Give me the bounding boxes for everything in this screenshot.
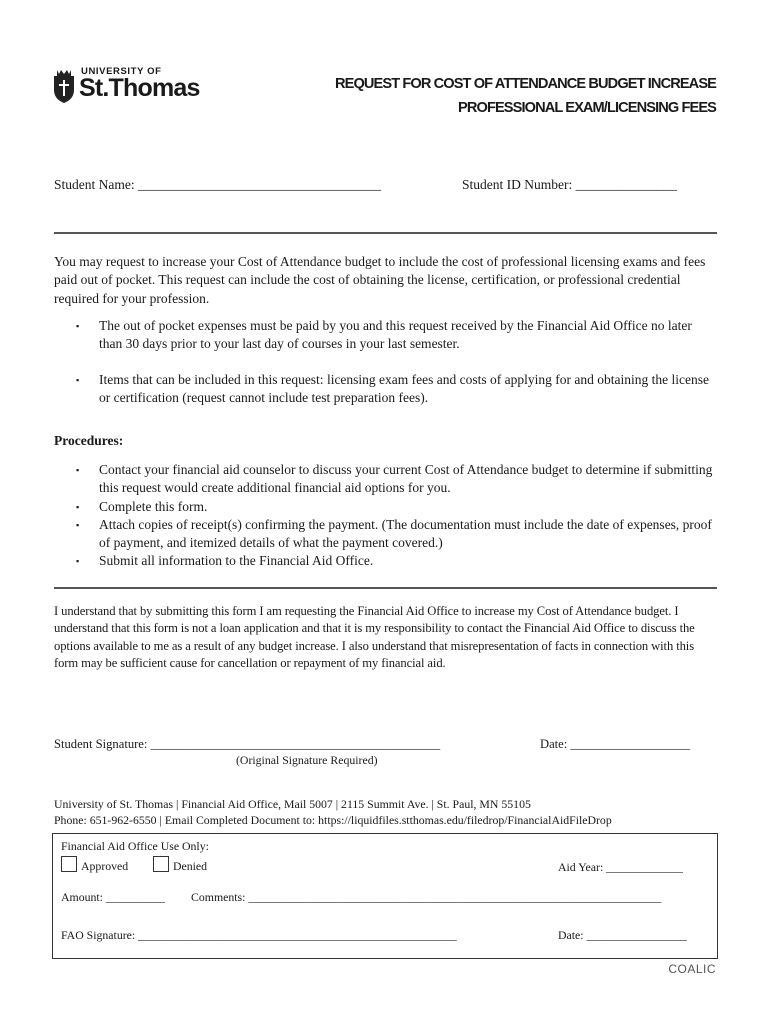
- logo-university-of: UNIVERSITY OF: [81, 66, 162, 77]
- fao-signature-field[interactable]: FAO Signature: ______________________________________________________: [61, 928, 457, 942]
- office-use-heading: Financial Aid Office Use Only:: [61, 839, 209, 853]
- student-name-field[interactable]: Student Name: ____________________________________: [54, 177, 381, 192]
- denied-label: Denied: [173, 859, 208, 873]
- bullet-marker: ▪: [76, 321, 80, 331]
- denied-option[interactable]: [153, 856, 207, 874]
- student-id-field[interactable]: Student ID Number: _______________: [462, 177, 677, 192]
- signature-note: (Original Signature Required): [236, 753, 378, 767]
- approved-checkbox[interactable]: [61, 856, 77, 872]
- university-logo: [52, 66, 222, 110]
- list-item: [54, 552, 718, 570]
- logo-st-thomas: St.Thomas: [79, 74, 200, 102]
- approved-option[interactable]: [61, 856, 128, 874]
- amount-field[interactable]: Amount: __________: [61, 890, 165, 904]
- bullet-marker: ▪: [76, 556, 80, 567]
- intro-paragraph: You may request to increase your Cost of Attendance budget to include the cost of professional licensing exams and fees paid out of pocket. This request can include the cost of obtaining the license, certification, or professional credential required for your profession.: [54, 254, 706, 306]
- student-signature-field[interactable]: Student Signature: ______________________________________________: [54, 737, 441, 751]
- title-line-1: REQUEST FOR COST OF ATTENDANCE BUDGET INCREASE: [334, 76, 716, 92]
- contact-phone-email: Phone: 651-962-6550 | Email Completed Document to: https://liquidfiles.stthomas.edu/filedrop/FinancialAidFileDrop: [54, 813, 612, 827]
- signature-date-field[interactable]: Date: ___________________: [540, 737, 691, 751]
- form-title: [335, 72, 716, 120]
- list-item: [54, 371, 718, 408]
- divider-top: [54, 232, 717, 234]
- list-item-text: The out of pocket expenses must be paid by you and this request received by the Financial Aid Office no later than 30 days prior to your last day of courses in your last semester.: [99, 318, 692, 352]
- bullet-marker: ▪: [76, 374, 80, 385]
- list-item-text: Submit all information to the Financial Aid Office.: [99, 553, 374, 569]
- list-item-text: Contact your financial aid counselor to discuss your current Cost of Attendance budget to determine if submitting this request would create additional financial aid options for you.: [99, 462, 713, 496]
- fao-date-field[interactable]: Date: _________________: [558, 928, 687, 942]
- approved-label: Approved: [81, 859, 129, 873]
- list-item: [54, 498, 718, 516]
- comments-field[interactable]: Comments: ______________________________________________________________________: [191, 890, 662, 904]
- bullet-marker: ▪: [76, 519, 80, 530]
- list-item-text: Attach copies of receipt(s) confirming the payment. (The documentation must include the date of expenses, proof of payment, and itemized details of what the payment covered.): [99, 516, 712, 551]
- list-item-text: Complete this form.: [99, 498, 208, 514]
- title-line-2: PROFESSIONAL EXAM/LICENSING FEES: [458, 100, 716, 116]
- contact-address: University of St. Thomas | Financial Aid Office, Mail 5007 | 2115 Summit Ave. | St. Paul, MN 55105: [54, 797, 531, 811]
- aid-year-field[interactable]: Aid Year: _____________: [558, 860, 683, 874]
- requirements-list: [54, 317, 718, 407]
- form-code: COALIC: [668, 962, 716, 976]
- list-item: [54, 516, 718, 553]
- list-item: [54, 317, 718, 354]
- procedures-list: [54, 461, 718, 571]
- denied-checkbox[interactable]: [153, 856, 169, 872]
- shield-crest-icon: [52, 68, 76, 104]
- bullet-marker: ▪: [76, 465, 80, 475]
- divider-middle: [54, 587, 717, 589]
- list-item-text: Items that can be included in this request: licensing exam fees and costs of applying for and obtaining the license or certification (request cannot include test preparation fees).: [99, 371, 709, 405]
- office-use-box: [52, 833, 718, 959]
- procedures-heading: Procedures:: [54, 433, 124, 448]
- list-item: [54, 461, 718, 498]
- bullet-marker: ▪: [76, 501, 80, 512]
- acknowledgement-statement: I understand that by submitting this form I am requesting the Financial Aid Office to increase my Cost of Attendance budget. I understand that this form is not a loan application and that it is my responsibility to contact the Financial Aid Office to discuss the options available to me as a result of any budget increase. I also understand that misrepresentation of facts in connection with this form may be sufficient cause for cancellation or repayment of my financial aid.: [54, 604, 695, 670]
